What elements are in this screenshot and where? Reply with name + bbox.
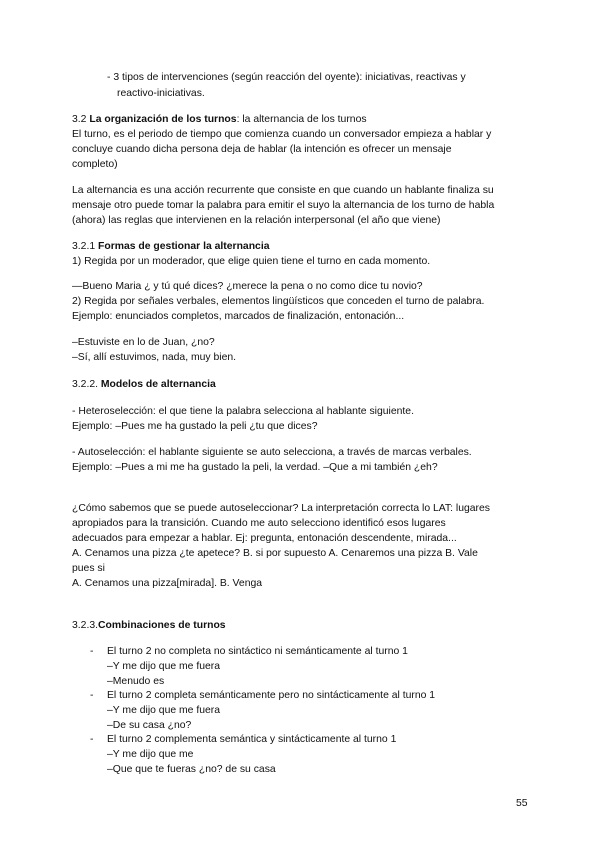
section-heading-3-2-1: 3.2.1 Formas de gestionar la alternancia — [72, 241, 270, 252]
list-bullet: - — [90, 690, 94, 701]
text-line: Ejemplo: –Pues a mi me ha gustado la peli, la verdad. –Que a mi también ¿eh? — [72, 462, 438, 473]
text-line: apropiados para la transición. Cuando me auto selecciono identificó esos lugares — [72, 518, 446, 529]
text-line: A. Cenamos una pizza ¿te apetece? B. si por supuesto A. Cenaremos una pizza B. Vale — [72, 548, 478, 559]
text-line: –Sí, allí estuvimos, nada, muy bien. — [72, 352, 237, 363]
text-line: - 3 tipos de intervenciones (según reacción del oyente): iniciativas, reactivas y — [107, 72, 466, 83]
list-subline: –Menudo es — [107, 676, 165, 687]
text-line: Ejemplo: –Pues me ha gustado la peli ¿tu que dices? — [72, 421, 318, 432]
text-line: La alternancia es una acción recurrente que consiste en que cuando un hablante finaliza su — [72, 185, 494, 196]
list-subline: –Que que te fueras ¿no? de su casa — [107, 764, 276, 775]
text-line: adecuados para empezar a hablar. Ej: pregunta, entonación descendente, mirada... — [72, 533, 457, 544]
list-subline: –Y me dijo que me — [107, 749, 194, 760]
page-number: 55 — [516, 798, 528, 809]
section-heading-3-2-2: 3.2.2. Modelos de alternancia — [72, 379, 216, 390]
text-line: - Heteroselección: el que tiene la palabra selecciona al hablante siguiente. — [72, 406, 414, 417]
text-line: –Estuviste en lo de Juan, ¿no? — [72, 337, 215, 348]
list-item: El turno 2 complementa semántica y sintácticamente al turno 1 — [107, 734, 397, 745]
text-line: A. Cenamos una pizza[mirada]. B. Venga — [72, 578, 263, 589]
list-subline: –Y me dijo que me fuera — [107, 661, 221, 672]
section-heading-3-2-3: 3.2.3.Combinaciones de turnos — [72, 620, 226, 631]
list-item: El turno 2 no completa no sintáctico ni semánticamente al turno 1 — [107, 646, 408, 657]
text-line: Ejemplo: enunciados completos, marcados de finalización, entonación... — [72, 311, 405, 322]
text-line: 1) Regida por un moderador, que elige quien tiene el turno en cada momento. — [72, 256, 431, 267]
list-bullet: - — [90, 646, 94, 657]
text-line: pues si — [72, 563, 105, 574]
text-line: - Autoselección: el hablante siguiente se auto selecciona, a través de marcas verbales. — [72, 447, 472, 458]
list-bullet: - — [90, 734, 94, 745]
text-line: completo) — [72, 159, 118, 170]
list-item: El turno 2 completa semánticamente pero no sintácticamente al turno 1 — [107, 690, 436, 701]
section-heading-3-2: 3.2 La organización de los turnos: la alternancia de los turnos — [72, 114, 367, 125]
list-subline: –De su casa ¿no? — [107, 720, 192, 731]
text-line: 2) Regida por señales verbales, elementos lingüísticos que conceden el turno de palabra. — [72, 296, 485, 307]
list-subline: –Y me dijo que me fuera — [107, 705, 221, 716]
text-line: mensaje otro puede tomar la palabra para emitir el suyo la alternancia de los turno de habla — [72, 200, 495, 211]
text-line: ¿Cómo sabemos que se puede autoseleccionar? La interpretación correcta lo LAT: lugares — [72, 503, 490, 514]
text-line: —Bueno Maria ¿ y tú qué dices? ¿merece la pena o no como dice tu novio? — [72, 281, 423, 292]
text-line: concluye cuando dicha persona deja de hablar (la intención es ofrecer un mensaje — [72, 144, 452, 155]
text-line: reactivo-iniciativas. — [117, 88, 205, 99]
text-line: El turno, es el periodo de tiempo que comienza cuando un conversador empieza a hablar y — [72, 129, 492, 140]
text-line: (ahora) las reglas que intervienen en la relación interpersonal (el año que viene) — [72, 215, 441, 226]
